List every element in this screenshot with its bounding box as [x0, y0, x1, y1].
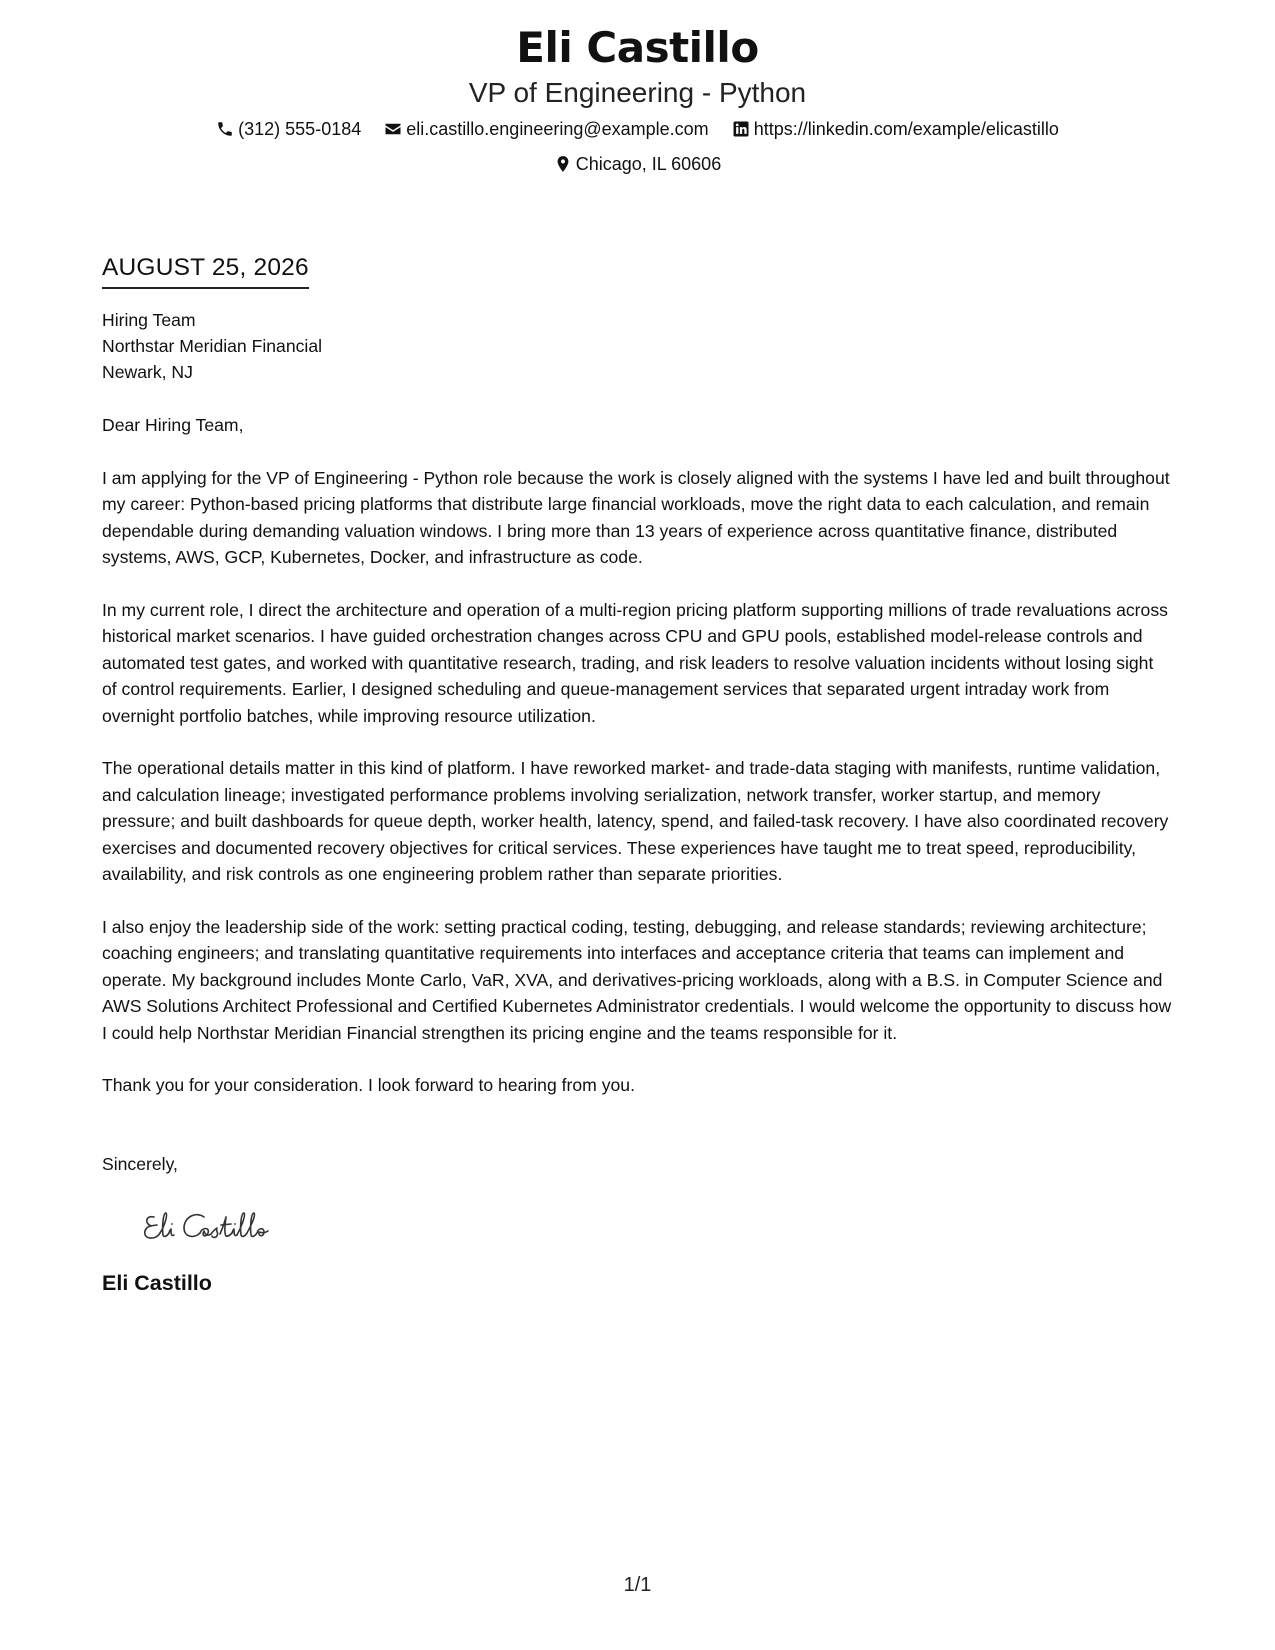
closing-line: Thank you for your consideration. I look forward to hearing from you.: [102, 1075, 635, 1095]
contact-email[interactable]: [384, 116, 708, 142]
contact-row: [0, 116, 1275, 145]
contact-phone: [216, 116, 361, 142]
body-paragraph: I also enjoy the leadership side of the work: setting practical coding, testing, debugging, and release standards; reviewing architecture; coaching engineers; and translating quantitative requirements into interfaces and acceptance criteria that teams can implement and operate. My background includes Monte Carlo, VaR, XVA, and derivatives-pricing workloads, along with a B.S. in Computer Science and AWS Solutions Architect Professional and Certified Kubernetes Administrator credentials. I would welcome the opportunity to discuss how I could help Northstar Meridian Financial strengthen its pricing engine and the teams responsible for it.: [102, 916, 1172, 1043]
email-address[interactable]: eli.castillo.engineering@example.com: [406, 119, 709, 139]
linkedin-url[interactable]: https://linkedin.com/example/elicastillo: [753, 119, 1059, 139]
location-row: [0, 151, 1275, 180]
body-paragraph: In my current role, I direct the architecture and operation of a multi-region pricing platform supporting millions of trade revaluations across historical market scenarios. I have guided orchestration changes across CPU and GPU pools, established model-release controls and automated test gates, and worked with quantitative research, trading, and risk leaders to resolve valuation incidents without losing sight of control requirements. Earlier, I designed scheduling and queue-management services that separated urgent intraday work from overnight portfolio batches, while improving resource utilization.: [102, 599, 1168, 726]
recipient-block: [102, 307, 1172, 385]
letter-date: AUGUST 25, 2026: [102, 253, 309, 289]
linkedin-icon: [732, 120, 750, 138]
recipient-line: Hiring Team: [102, 310, 196, 330]
salutation: Dear Hiring Team,: [102, 415, 244, 435]
applicant-role: VP of Engineering - Python: [468, 77, 807, 108]
signoff: Sincerely,: [102, 1153, 178, 1174]
recipient-location: Newark, NJ: [102, 362, 193, 382]
body-paragraph: I am applying for the VP of Engineering - Python role because the work is closely aligned with the systems I have led and built throughout my career: Python-based pricing platforms that distribute large financial workloads, move the right data to each calculation, and remain dependable during demanding valuation windows. I bring more than 13 years of experience across quantitative finance, distributed systems, AWS, GCP, Kubernetes, Docker, and infrastructure as code.: [102, 467, 1170, 567]
letter-header: [0, 0, 1275, 180]
recipient-company: Northstar Meridian Financial: [102, 336, 323, 356]
map-pin-icon: [554, 155, 572, 173]
signer-name: Eli Castillo: [102, 1271, 212, 1295]
handwritten-signature: [140, 1203, 320, 1253]
envelope-icon: [384, 120, 402, 138]
location-text: Chicago, IL 60606: [575, 154, 722, 174]
contact-linkedin[interactable]: [732, 116, 1059, 142]
applicant-name: Eli Castillo: [516, 23, 759, 72]
contact-location: [554, 151, 721, 177]
body-paragraph: The operational details matter in this kind of platform. I have reworked market- and trade-data staging with manifests, runtime validation, and calculation lineage; investigated performance problems involving serialization, network transfer, worker startup, and memory pressure; and built dashboards for queue depth, worker health, latency, spend, and failed-task recovery. I have also coordinated recovery exercises and documented recovery objectives for critical services. These experiences have taught me to treat speed, reproducibility, availability, and risk controls as one engineering problem rather than separate priorities.: [102, 758, 1169, 884]
phone-icon: [216, 120, 234, 138]
letter-body: [102, 253, 1172, 1297]
page-number: 1/1: [623, 1574, 652, 1596]
phone-number: (312) 555-0184: [238, 119, 362, 139]
